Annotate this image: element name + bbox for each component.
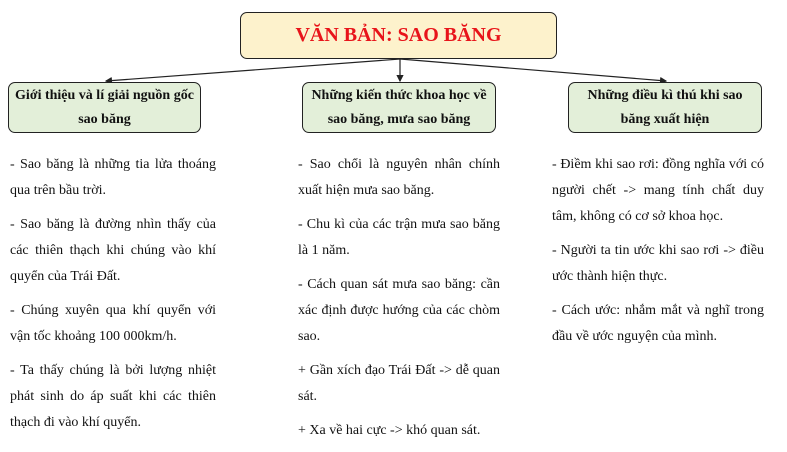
arrow-to-branch-1: [106, 59, 400, 81]
content-item: - Cách ước: nhắm mắt và nghĩ trong đầu về ước nguyện của mình.: [552, 303, 764, 344]
branch-heading-box-1: [8, 82, 201, 133]
content-item: - Sao chổi là nguyên nhân chính xuất hiện mưa sao băng.: [298, 157, 500, 198]
content-item: - Ta thấy chúng là bởi lượng nhiệt phát sinh do áp suất khi các thiên thạch đi vào khí quyển.: [10, 363, 216, 430]
content-item: - Người ta tin ước khi sao rơi -> điều ước thành hiện thực.: [552, 243, 764, 284]
main-title: VĂN BẢN: SAO BĂNG: [295, 24, 502, 46]
content-item: - Sao băng là những tia lửa thoáng qua trên bầu trời.: [10, 157, 216, 198]
content-item: + Xa về hai cực -> khó quan sát.: [298, 423, 481, 438]
main-title-box: [240, 12, 557, 59]
branch-heading: Những kiến thức khoa học về sao băng, mưa sao băng: [311, 87, 487, 127]
content-item: - Chu kì của các trận mưa sao băng là 1 năm.: [298, 217, 500, 258]
content-item: - Điềm khi sao rơi: đồng nghĩa với có người chết -> mang tính chất duy tâm, không có cơ sở khoa học.: [552, 157, 764, 224]
branch-content-2: [298, 152, 500, 452]
branch-heading: Những điều kì thú khi sao băng xuất hiện: [587, 87, 743, 127]
branch-content-3: [552, 152, 764, 358]
arrow-to-branch-3: [400, 59, 666, 81]
content-item: - Chúng xuyên qua khí quyển với vận tốc khoảng 100 000km/h.: [10, 303, 216, 344]
branch-heading-box-2: [302, 82, 496, 133]
branch-heading: Giới thiệu và lí giải nguồn gốc sao băng: [15, 87, 194, 127]
branch-content-1: [10, 152, 216, 444]
content-item: - Cách quan sát mưa sao băng: cần xác định được hướng của các chòm sao.: [298, 277, 500, 344]
content-item: + Gần xích đạo Trái Đất -> dễ quan sát.: [298, 363, 500, 404]
content-item: - Sao băng là đường nhìn thấy của các thiên thạch khi chúng vào khí quyển của Trái Đất.: [10, 217, 216, 284]
branch-heading-box-3: [568, 82, 762, 133]
